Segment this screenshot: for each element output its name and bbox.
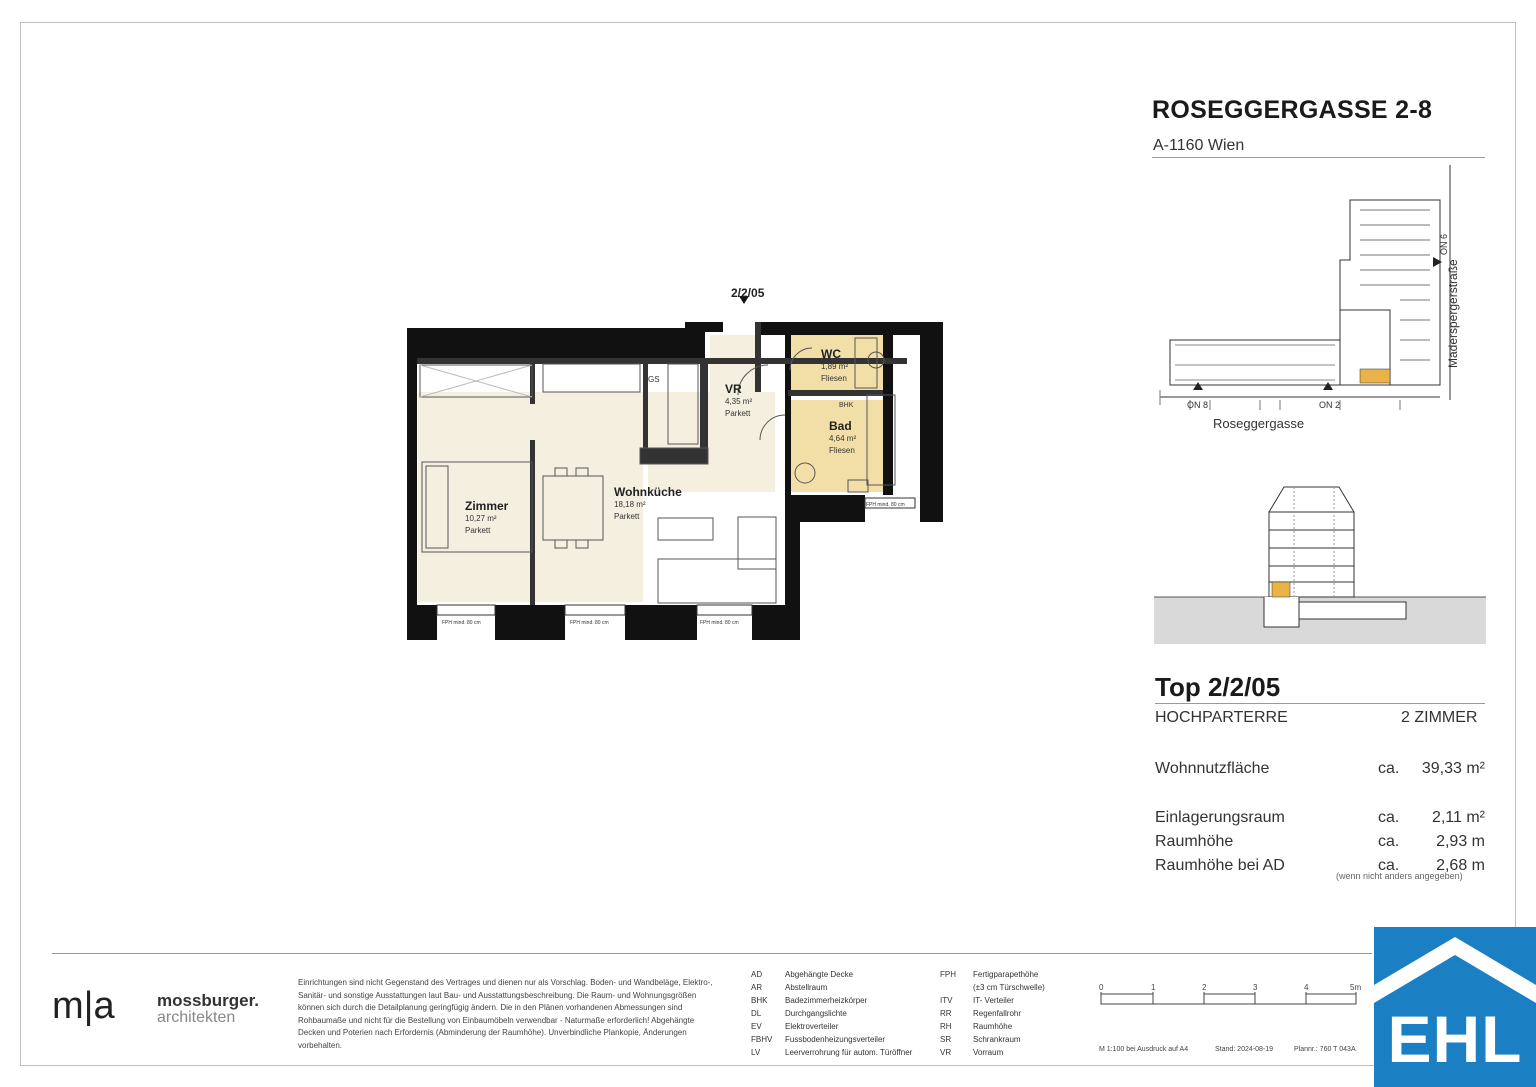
scale-bar bbox=[1098, 990, 1363, 1012]
scale-tick: 3 bbox=[1253, 983, 1258, 992]
plan-date: Stand: 2024-08-19 bbox=[1215, 1046, 1273, 1053]
scale-tick: 0 bbox=[1099, 983, 1104, 992]
architect-subtitle: architekten bbox=[157, 1009, 236, 1026]
room-wc: WC 1,89 m² Fliesen bbox=[821, 347, 849, 383]
section-view bbox=[1154, 482, 1486, 644]
unit-rule bbox=[1155, 703, 1485, 704]
unit-title: Top 2/2/05 bbox=[1155, 672, 1281, 702]
row-value: 2,11 m² bbox=[1431, 809, 1485, 826]
label-bhk: BHK bbox=[839, 402, 854, 409]
architect-logo: m|a bbox=[52, 985, 115, 1027]
row-label: Einlagerungsraum bbox=[1155, 809, 1285, 826]
entrance-marker-icon bbox=[1193, 382, 1203, 390]
disclaimer-text: Einrichtungen sind nicht Gegenstand des Vertrages und dienen nur als Vorschlag. Boden- und Wandbeläge, Elektro-, Sanitär- und sonstige Ausstattungen laut Bau- und Ausstattungsbeschreibung. Die Raum- und Wohnungsgrößen können sich durch die Detailplanung geringfügig ändern. Die in den Plänen vorhandenen Abmessungen sind Rohbaumaße und nicht für die Bestellung von Einbaumöbeln verwendbar - Naturmaße erforderlich! Abgehängte Decken und Poterien nach Erfordernis (Abminderung der Raumhöhe). Unverbindliche Plankopie, Änderungen vorbehalten. bbox=[298, 978, 713, 1050]
header-rule bbox=[1152, 157, 1485, 158]
row-label: Raumhöhe bbox=[1155, 833, 1234, 850]
row-ca: ca. bbox=[1378, 760, 1400, 777]
footer-rule bbox=[52, 953, 1372, 954]
row-value: 2,93 m bbox=[1436, 833, 1485, 850]
street-roseggergasse: Roseggergasse bbox=[1213, 416, 1305, 431]
project-address: A-1160 Wien bbox=[1153, 137, 1245, 154]
ehl-logo: EHL bbox=[1374, 927, 1536, 1087]
row-label: Wohnnutzfläche bbox=[1155, 760, 1270, 777]
row-value: 39,33 m² bbox=[1421, 760, 1485, 777]
height-note: (wenn nicht anders angegeben) bbox=[1336, 871, 1463, 881]
scale-note: M 1:100 bei Ausdruck auf A4 bbox=[1099, 1046, 1189, 1053]
row-ca: ca. bbox=[1378, 857, 1400, 874]
room-bad: Bad 4,64 m² Fliesen bbox=[829, 419, 857, 455]
room-vr: VR 4,35 m² Parkett bbox=[725, 382, 753, 418]
row-ca: ca. bbox=[1378, 833, 1400, 850]
plan-number: Plannr.: 760 T 043A bbox=[1294, 1046, 1356, 1053]
label-on8: ON 8 bbox=[1187, 400, 1209, 410]
entrance-marker-icon bbox=[1323, 382, 1333, 390]
project-title: ROSEGGERGASSE 2-8 bbox=[1152, 96, 1433, 124]
room-wohnkueche: Wohnküche 18,18 m² Parkett bbox=[614, 485, 682, 521]
row-label: Raumhöhe bei AD bbox=[1155, 857, 1285, 874]
scale-tick: 4 bbox=[1304, 983, 1309, 992]
entrance-marker-icon bbox=[1433, 257, 1442, 267]
legend-left: AD Abgehängte Decke AR Abstellraum BHK Badezimmerheizkörper DL Durchgangslichte EV Elektroverteiler FBHV Fussbodenheizungsverteiler LV Leerverrohrung für autom. Türöffner bbox=[751, 970, 913, 1057]
fph-label: FPH mind. 80 cm bbox=[866, 502, 905, 508]
fph-label: FPH mind. 80 cm bbox=[700, 620, 739, 626]
scale-tick: 1 bbox=[1151, 983, 1156, 992]
house-roof-icon bbox=[1374, 927, 1536, 1007]
label-on2: ON 2 bbox=[1319, 400, 1341, 410]
unit-rooms: 2 ZIMMER bbox=[1401, 709, 1478, 726]
label-gs: GS bbox=[648, 375, 660, 384]
architect-name: mossburger. bbox=[157, 991, 260, 1010]
row-ca: ca. bbox=[1378, 809, 1400, 826]
label-on6: ON 6 bbox=[1439, 233, 1449, 255]
unit-id-label: 2/2/05 bbox=[731, 286, 765, 300]
row-value: 2,68 m bbox=[1436, 857, 1485, 874]
scale-tick: 2 bbox=[1202, 983, 1207, 992]
room-zimmer: Zimmer 10,27 m² Parkett bbox=[465, 499, 509, 535]
scale-tick: 5m bbox=[1350, 983, 1362, 992]
fph-label: FPH mind. 80 cm bbox=[570, 620, 609, 626]
legend-right: FPH Fertigparapethöhe (±3 cm Türschwelle) ITV IT- Verteiler RR Regenfallrohr RH Raumhöhe SR Schrankraum VR Vorraum bbox=[940, 970, 1045, 1057]
fph-label: FPH mind. 80 cm bbox=[442, 620, 481, 626]
street-maderspergerstrasse: Maderspergerstraße bbox=[1446, 259, 1460, 368]
unit-floor: HOCHPARTERRE bbox=[1155, 709, 1288, 726]
